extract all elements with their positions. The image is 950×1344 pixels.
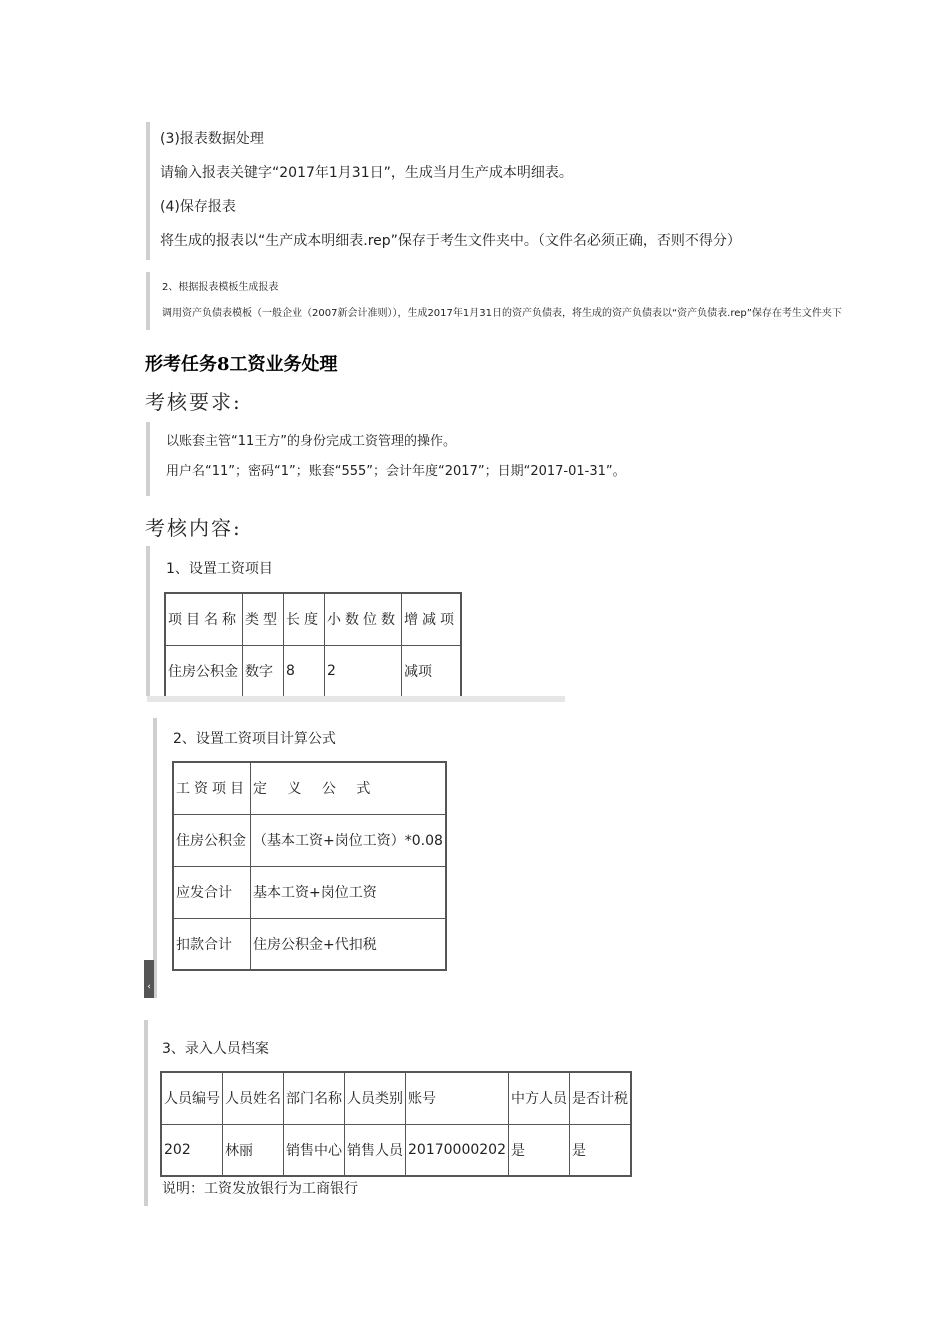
- table-cell: 20170000202: [406, 1124, 509, 1176]
- table-header-cell: 项目名称: [165, 593, 243, 645]
- requirements-heading: 考核要求:: [145, 390, 242, 414]
- table-cell: 减项: [402, 645, 462, 697]
- table-cell: 销售中心: [284, 1124, 345, 1176]
- table-header-cell: 人员姓名: [223, 1072, 284, 1124]
- table-cell: 应发合计: [173, 866, 251, 918]
- content-heading: 考核内容:: [145, 516, 242, 540]
- table-header-cell: 长度: [284, 593, 325, 645]
- horizontal-scrollbar[interactable]: [147, 696, 565, 702]
- table-cell: 2: [325, 645, 402, 697]
- item2-title: 2、设置工资项目计算公式: [173, 731, 336, 747]
- table-header-cell: 类型: [243, 593, 284, 645]
- template-text: 调用资产负债表模板（一般企业（2007新会计准则）），生成2017年1月31日的资产负债表，将生成的资产负债表以“资产负债表.rep”保存在考生文件夹下: [162, 308, 842, 319]
- table-cell: 基本工资+岗位工资: [251, 866, 446, 918]
- step4-text: 将生成的报表以“生产成本明细表.rep”保存于考生文件夹中。（文件名必须正确，否则不得分）: [160, 233, 741, 249]
- template-title: 2、根据报表模板生成报表: [162, 282, 279, 293]
- table-header-cell: 定 义 公 式: [251, 762, 446, 814]
- step3-title: (3)报表数据处理: [160, 131, 264, 147]
- table-cell: 202: [161, 1124, 223, 1176]
- item3-note: 说明：工资发放银行为工商银行: [162, 1181, 358, 1197]
- table-cell: （基本工资+岗位工资）*0.08: [251, 814, 446, 866]
- requirements-line2: 用户名“11”；密码“1”；账套“555”；会计年度“2017”；日期“2017-01-31”。: [166, 464, 626, 479]
- table-header-cell: 工资项目: [173, 762, 251, 814]
- task-heading: 形考任务8工资业务处理: [145, 354, 338, 375]
- table-cell: 数字: [243, 645, 284, 697]
- table-header-cell: 账号: [406, 1072, 509, 1124]
- table-header-cell: 中方人员: [508, 1072, 569, 1124]
- table-cell: 住房公积金: [173, 814, 251, 866]
- step3-text: 请输入报表关键字“2017年1月31日”，生成当月生产成本明细表。: [160, 165, 573, 181]
- personnel-table: [160, 1071, 632, 1177]
- table-header-cell: 部门名称: [284, 1072, 345, 1124]
- step4-title: (4)保存报表: [160, 199, 236, 215]
- table-cell: 8: [284, 645, 325, 697]
- report-steps-quote: [146, 122, 786, 260]
- salary-item-table: [164, 592, 462, 698]
- table-header-cell: 增减项: [402, 593, 462, 645]
- table-cell: 是: [569, 1124, 631, 1176]
- table-cell: 住房公积金+代扣税: [251, 918, 446, 970]
- table-cell: 是: [508, 1124, 569, 1176]
- table-header-cell: 是否计税: [569, 1072, 631, 1124]
- table-cell: 扣款合计: [173, 918, 251, 970]
- requirements-quote: [146, 422, 746, 496]
- formula-table: [172, 761, 447, 971]
- table-cell: 林丽: [223, 1124, 284, 1176]
- requirements-line1: 以账套主管“11王方”的身份完成工资管理的操作。: [166, 434, 457, 449]
- table-header-cell: 小数位数: [325, 593, 402, 645]
- template-report-quote: [146, 272, 936, 330]
- chevron-left-icon[interactable]: ‹: [144, 960, 154, 998]
- table-cell: 住房公积金: [165, 645, 243, 697]
- item1-title: 1、设置工资项目: [166, 561, 273, 577]
- item3-title: 3、录入人员档案: [162, 1041, 269, 1057]
- table-cell: 销售人员: [345, 1124, 406, 1176]
- table-header-cell: 人员编号: [161, 1072, 223, 1124]
- table-header-cell: 人员类别: [345, 1072, 406, 1124]
